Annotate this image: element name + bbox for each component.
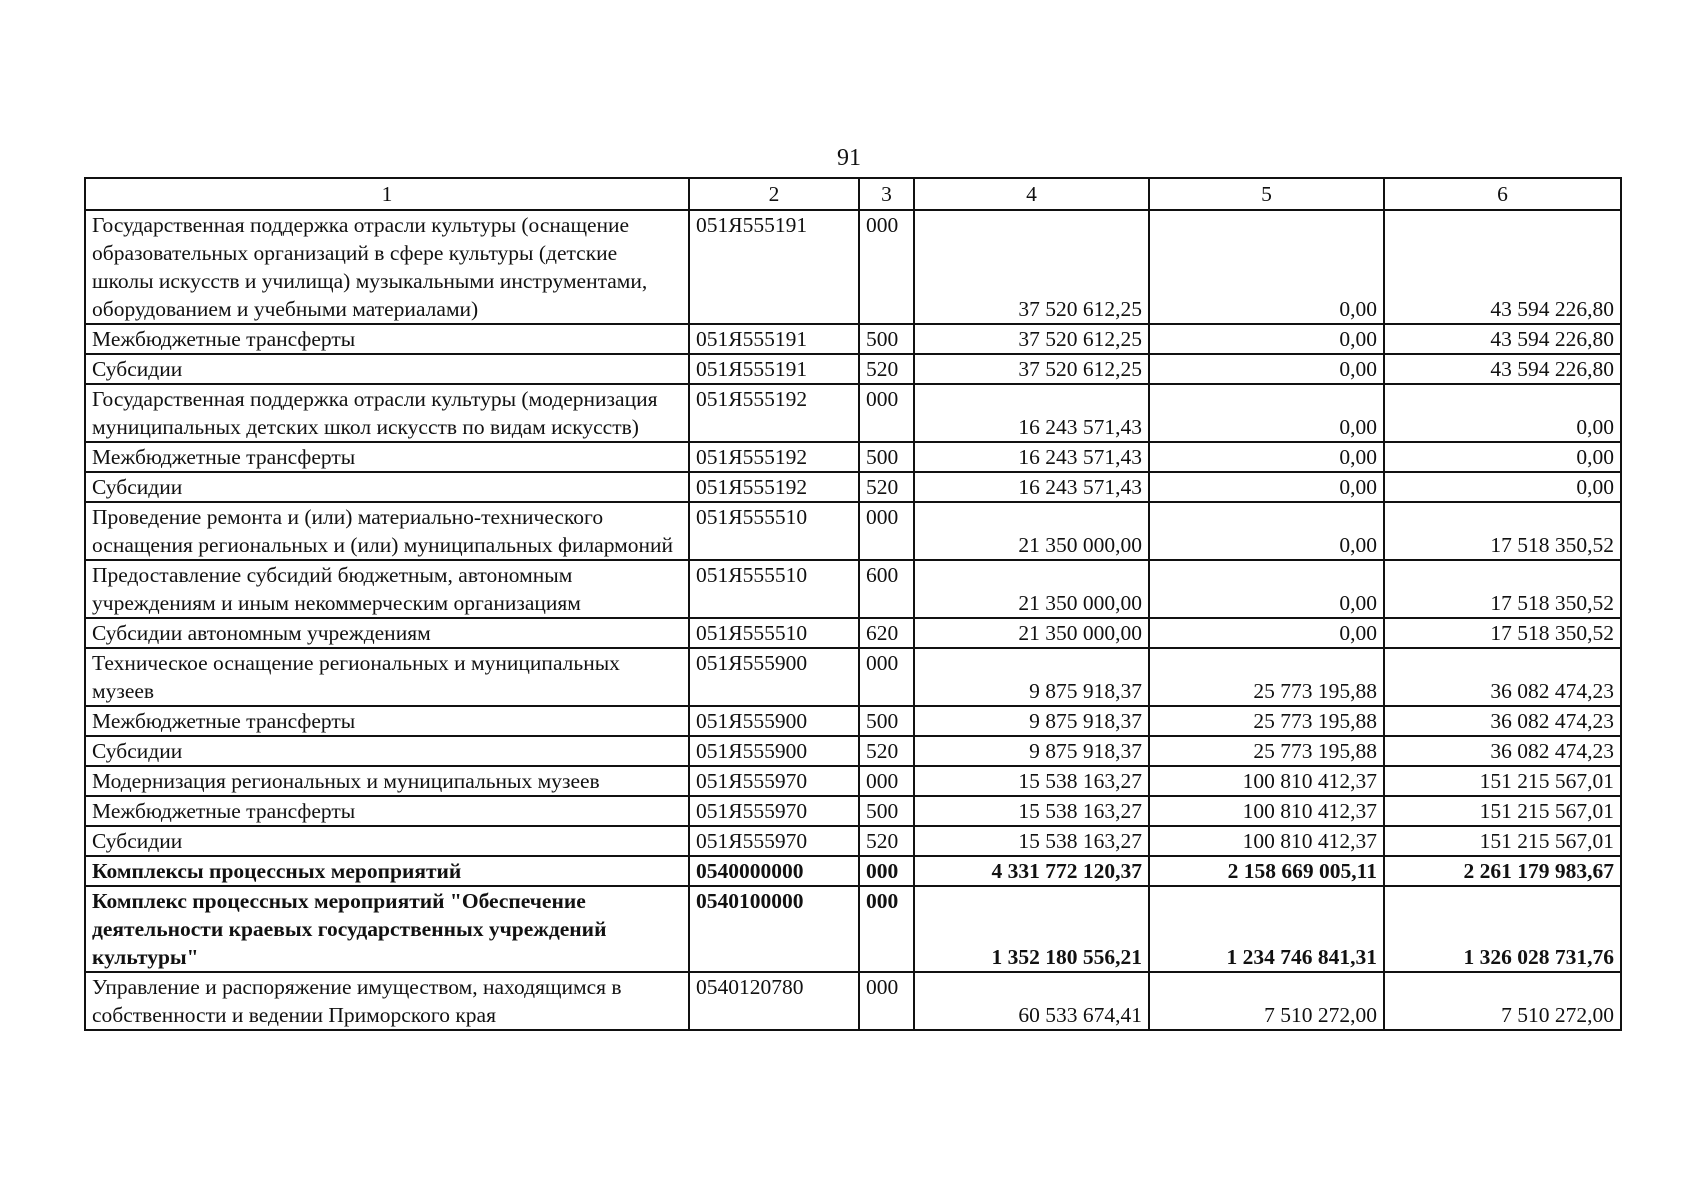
row-value-col5-cell: 2 158 669 005,11	[1149, 856, 1384, 886]
row-value-col6-cell: 43 594 226,80	[1384, 354, 1621, 384]
row-type-cell: 000	[859, 886, 914, 972]
row-value-col6-cell: 151 215 567,01	[1384, 766, 1621, 796]
row-value-col6-cell: 151 215 567,01	[1384, 796, 1621, 826]
row-type-cell: 600	[859, 560, 914, 618]
table-row	[85, 210, 1621, 324]
table-row	[85, 502, 1621, 560]
row-value-col5-cell: 100 810 412,37	[1149, 766, 1384, 796]
row-value-col5-cell: 7 510 272,00	[1149, 972, 1384, 1030]
table-row	[85, 324, 1621, 354]
row-name-cell: Предоставление субсидий бюджетным, автономным учреждениям и иным некоммерческим организациям	[85, 560, 689, 618]
row-name-cell: Межбюджетные трансферты	[85, 796, 689, 826]
row-value-col5-cell: 25 773 195,88	[1149, 706, 1384, 736]
row-code-cell: 051Я555970	[689, 796, 859, 826]
row-value-col6-cell: 1 326 028 731,76	[1384, 886, 1621, 972]
row-type-cell: 520	[859, 354, 914, 384]
table-row	[85, 472, 1621, 502]
row-value-col6-cell: 0,00	[1384, 472, 1621, 502]
row-name-cell: Комплексы процессных мероприятий	[85, 856, 689, 886]
row-value-col6-cell: 0,00	[1384, 442, 1621, 472]
row-type-cell: 520	[859, 826, 914, 856]
row-value-col4-cell: 21 350 000,00	[914, 560, 1149, 618]
row-value-col6-cell: 2 261 179 983,67	[1384, 856, 1621, 886]
row-name-cell: Межбюджетные трансферты	[85, 324, 689, 354]
row-value-col6-cell: 17 518 350,52	[1384, 618, 1621, 648]
row-value-col5-cell: 0,00	[1149, 502, 1384, 560]
row-value-col4-cell: 60 533 674,41	[914, 972, 1149, 1030]
row-value-col5-cell: 0,00	[1149, 442, 1384, 472]
table-row	[85, 648, 1621, 706]
table-row	[85, 560, 1621, 618]
row-name-cell: Субсидии	[85, 736, 689, 766]
column-header-6: 6	[1384, 178, 1621, 210]
row-value-col4-cell: 15 538 163,27	[914, 766, 1149, 796]
row-code-cell: 051Я555970	[689, 766, 859, 796]
row-value-col6-cell: 36 082 474,23	[1384, 648, 1621, 706]
column-header-5: 5	[1149, 178, 1384, 210]
row-value-col5-cell: 0,00	[1149, 472, 1384, 502]
row-name-cell: Межбюджетные трансферты	[85, 706, 689, 736]
row-name-cell: Проведение ремонта и (или) материально-технического оснащения региональных и (или) муниципальных филармоний	[85, 502, 689, 560]
row-value-col4-cell: 9 875 918,37	[914, 736, 1149, 766]
row-value-col4-cell: 15 538 163,27	[914, 796, 1149, 826]
row-code-cell: 051Я555970	[689, 826, 859, 856]
row-code-cell: 051Я555191	[689, 354, 859, 384]
row-value-col4-cell: 37 520 612,25	[914, 354, 1149, 384]
header-row	[85, 178, 1621, 210]
row-value-col4-cell: 21 350 000,00	[914, 618, 1149, 648]
table-body	[85, 210, 1621, 1030]
row-value-col5-cell: 100 810 412,37	[1149, 826, 1384, 856]
table-row	[85, 354, 1621, 384]
row-value-col4-cell: 15 538 163,27	[914, 826, 1149, 856]
row-name-cell: Комплекс процессных мероприятий "Обеспечение деятельности краевых государственных учреждений культуры"	[85, 886, 689, 972]
table-row	[85, 856, 1621, 886]
row-value-col6-cell: 17 518 350,52	[1384, 560, 1621, 618]
row-value-col4-cell: 21 350 000,00	[914, 502, 1149, 560]
row-type-cell: 000	[859, 766, 914, 796]
row-type-cell: 000	[859, 384, 914, 442]
row-value-col6-cell: 43 594 226,80	[1384, 210, 1621, 324]
table-row	[85, 886, 1621, 972]
row-value-col6-cell: 36 082 474,23	[1384, 706, 1621, 736]
row-type-cell: 000	[859, 502, 914, 560]
table-row	[85, 972, 1621, 1030]
row-code-cell: 051Я555192	[689, 442, 859, 472]
row-name-cell: Управление и распоряжение имуществом, находящимся в собственности и ведении Приморского края	[85, 972, 689, 1030]
row-value-col4-cell: 1 352 180 556,21	[914, 886, 1149, 972]
row-value-col5-cell: 0,00	[1149, 618, 1384, 648]
row-code-cell: 0540120780	[689, 972, 859, 1030]
row-value-col4-cell: 16 243 571,43	[914, 472, 1149, 502]
table-row	[85, 796, 1621, 826]
row-value-col6-cell: 7 510 272,00	[1384, 972, 1621, 1030]
row-name-cell: Межбюджетные трансферты	[85, 442, 689, 472]
row-type-cell: 000	[859, 648, 914, 706]
row-code-cell: 051Я555191	[689, 210, 859, 324]
table-row	[85, 826, 1621, 856]
row-type-cell: 520	[859, 472, 914, 502]
table-row	[85, 442, 1621, 472]
row-type-cell: 500	[859, 796, 914, 826]
row-code-cell: 0540100000	[689, 886, 859, 972]
row-value-col4-cell: 37 520 612,25	[914, 324, 1149, 354]
row-code-cell: 051Я555900	[689, 736, 859, 766]
row-name-cell: Государственная поддержка отрасли культуры (оснащение образовательных организаций в сфере культуры (детские школы искусств и училища) музыкальными инструментами, оборудованием и учебными материалами)	[85, 210, 689, 324]
row-type-cell: 000	[859, 210, 914, 324]
budget-table	[84, 177, 1622, 1031]
table-row	[85, 618, 1621, 648]
row-code-cell: 051Я555900	[689, 706, 859, 736]
table-row	[85, 384, 1621, 442]
row-value-col4-cell: 37 520 612,25	[914, 210, 1149, 324]
row-name-cell: Субсидии автономным учреждениям	[85, 618, 689, 648]
row-value-col5-cell: 0,00	[1149, 324, 1384, 354]
row-value-col5-cell: 25 773 195,88	[1149, 736, 1384, 766]
row-value-col6-cell: 17 518 350,52	[1384, 502, 1621, 560]
column-header-1: 1	[85, 178, 689, 210]
row-value-col5-cell: 1 234 746 841,31	[1149, 886, 1384, 972]
row-value-col6-cell: 36 082 474,23	[1384, 736, 1621, 766]
row-code-cell: 0540000000	[689, 856, 859, 886]
row-value-col5-cell: 25 773 195,88	[1149, 648, 1384, 706]
row-value-col5-cell: 100 810 412,37	[1149, 796, 1384, 826]
table-row	[85, 706, 1621, 736]
row-value-col6-cell: 0,00	[1384, 384, 1621, 442]
row-code-cell: 051Я555192	[689, 472, 859, 502]
row-code-cell: 051Я555192	[689, 384, 859, 442]
row-name-cell: Субсидии	[85, 826, 689, 856]
row-name-cell: Модернизация региональных и муниципальных музеев	[85, 766, 689, 796]
row-value-col5-cell: 0,00	[1149, 354, 1384, 384]
row-type-cell: 500	[859, 324, 914, 354]
row-name-cell: Субсидии	[85, 354, 689, 384]
table-row	[85, 766, 1621, 796]
row-value-col5-cell: 0,00	[1149, 210, 1384, 324]
row-type-cell: 500	[859, 442, 914, 472]
row-type-cell: 000	[859, 856, 914, 886]
row-value-col4-cell: 16 243 571,43	[914, 384, 1149, 442]
row-type-cell: 520	[859, 736, 914, 766]
row-value-col4-cell: 9 875 918,37	[914, 706, 1149, 736]
row-code-cell: 051Я555900	[689, 648, 859, 706]
row-name-cell: Техническое оснащение региональных и муниципальных музеев	[85, 648, 689, 706]
row-value-col5-cell: 0,00	[1149, 384, 1384, 442]
row-type-cell: 500	[859, 706, 914, 736]
column-header-4: 4	[914, 178, 1149, 210]
row-name-cell: Государственная поддержка отрасли культуры (модернизация муниципальных детских школ искусств по видам искусств)	[85, 384, 689, 442]
row-code-cell: 051Я555191	[689, 324, 859, 354]
row-value-col6-cell: 151 215 567,01	[1384, 826, 1621, 856]
row-value-col6-cell: 43 594 226,80	[1384, 324, 1621, 354]
row-type-cell: 620	[859, 618, 914, 648]
row-code-cell: 051Я555510	[689, 618, 859, 648]
table-row	[85, 736, 1621, 766]
row-value-col5-cell: 0,00	[1149, 560, 1384, 618]
page-number: 91	[837, 145, 861, 171]
column-header-3: 3	[859, 178, 914, 210]
row-value-col4-cell: 9 875 918,37	[914, 648, 1149, 706]
row-value-col4-cell: 4 331 772 120,37	[914, 856, 1149, 886]
row-code-cell: 051Я555510	[689, 560, 859, 618]
row-type-cell: 000	[859, 972, 914, 1030]
row-value-col4-cell: 16 243 571,43	[914, 442, 1149, 472]
row-code-cell: 051Я555510	[689, 502, 859, 560]
row-name-cell: Субсидии	[85, 472, 689, 502]
column-header-2: 2	[689, 178, 859, 210]
